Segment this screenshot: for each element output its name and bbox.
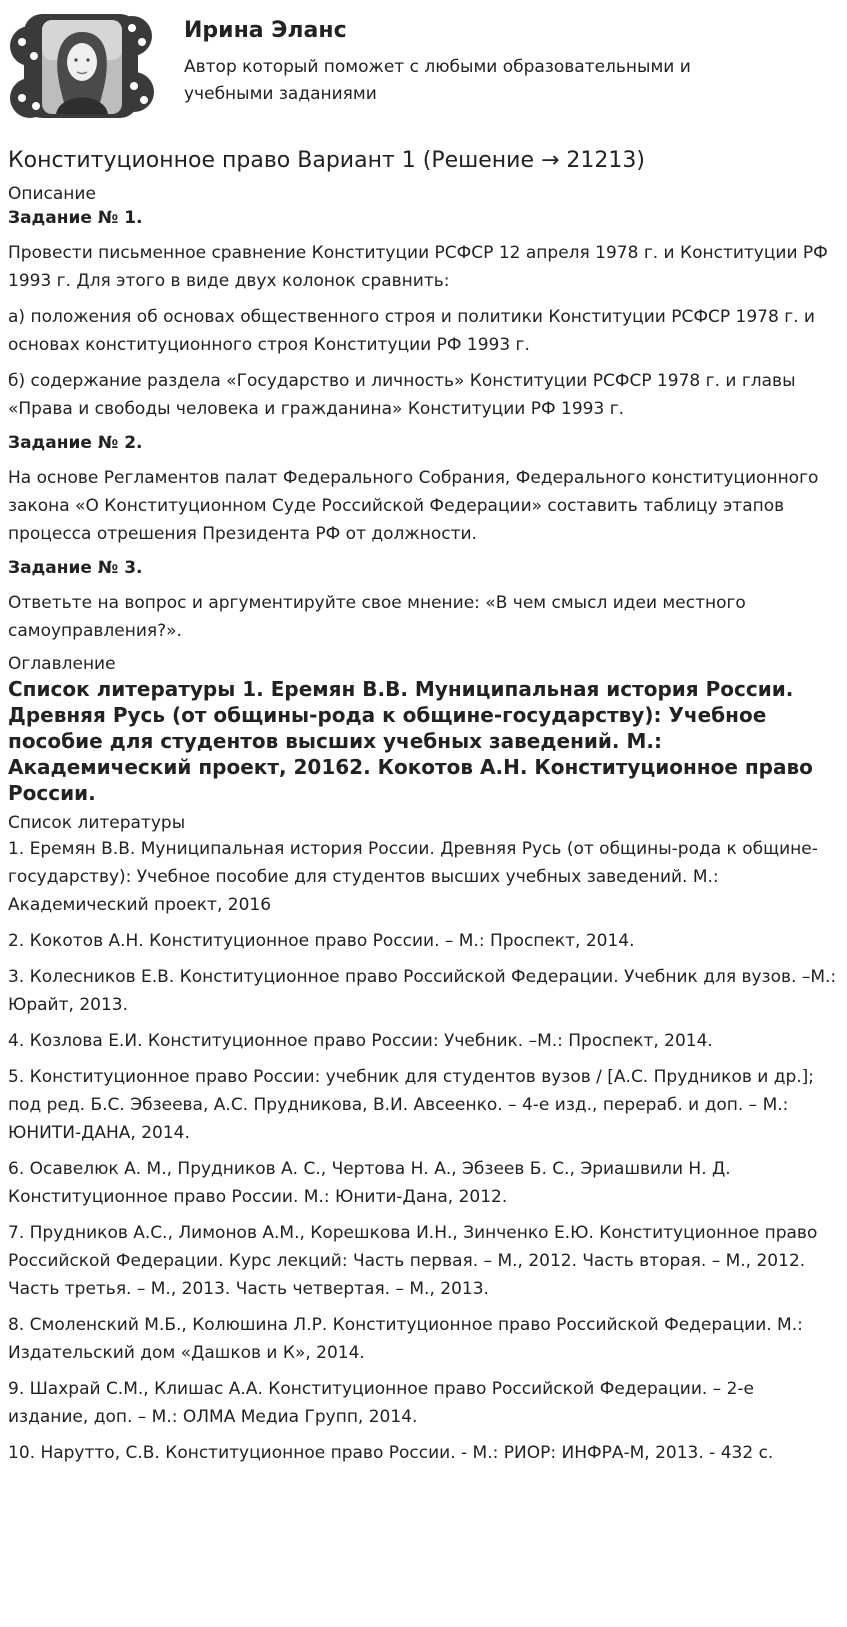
references-label: Список литературы: [8, 813, 186, 833]
main-content: [8, 183, 838, 1475]
reference-item: 5. Конституционное право России: учебник для студентов вузов / [А.С. Прудников и др.]; под ред. Б.С. Эбзеева, А.С. Прудникова, В.И. Авсеенко. – 4-е изд., перераб. и доп. – М.: ЮНИТИ-ДАНА, 2014.: [8, 1067, 815, 1143]
author-name: Ирина Эланс: [184, 18, 347, 43]
references-list: [8, 835, 838, 1467]
task-1-paragraph: Провести письменное сравнение Конституции РСФСР 12 апреля 1978 г. и Конституции РФ 1993 г. Для этого в виде двух колонок сравнить:: [8, 243, 828, 291]
task-2-heading: Задание № 2.: [8, 433, 143, 453]
toc-label: Оглавление: [8, 654, 116, 674]
author-avatar: [8, 6, 154, 126]
reference-item: 4. Козлова Е.И. Конституционное право России: Учебник. –М.: Проспект, 2014.: [8, 1031, 713, 1051]
task-3-paragraph: Ответьте на вопрос и аргументируйте свое мнение: «В чем смысл идеи местного самоуправления?».: [8, 593, 746, 641]
reference-item: 6. Осавелюк А. М., Прудников А. С., Чертова Н. А., Эбзеев Б. С., Эриашвили Н. Д. Конституционное право России. М.: Юнити-Дана, 2012.: [8, 1159, 731, 1207]
task-1-item-a: а) положения об основах общественного строя и политики Конституции РСФСР 1978 г. и основах конституционного строя Конституции РФ 1993 г.: [8, 307, 815, 355]
task-3-heading: Задание № 3.: [8, 558, 143, 578]
task-1-item-b: б) содержание раздела «Государство и личность» Конституции РСФСР 1978 г. и главы «Права и свободы человека и гражданина» Конституции РФ 1993 г.: [8, 371, 796, 419]
reference-item: 8. Смоленский М.Б., Колюшина Л.Р. Конституционное право Российской Федерации. М.: Издательский дом «Дашков и К», 2014.: [8, 1315, 803, 1363]
reference-item: 10. Нарутто, С.В. Конституционное право России. - М.: РИОР: ИНФРА-М, 2013. - 432 с.: [8, 1443, 774, 1463]
reference-item: 9. Шахрай С.М., Клишас А.А. Конституционное право Российской Федерации. – 2-е издание, доп. – М.: ОЛМА Медиа Групп, 2014.: [8, 1379, 754, 1427]
reference-item: 3. Колесников Е.В. Конституционное право Российской Федерации. Учебник для вузов. –М.: Юрайт, 2013.: [8, 967, 837, 1015]
toc-text: Список литературы 1. Еремян В.В. Муниципальная история России. Древняя Русь (от общины-рода к общине-государству): Учебное пособие для студентов высших учебных заведений. М.: Академический проект, 20162. Кокотов А.Н. Конституционное право России.: [8, 677, 813, 805]
reference-item: 2. Кокотов А.Н. Конституционное право России. – М.: Проспект, 2014.: [8, 931, 635, 951]
description-label: Описание: [8, 184, 96, 204]
author-description: Автор который поможет с любыми образовательными и учебными заданиями: [184, 57, 691, 104]
page-title: Конституционное право Вариант 1 (Решение → 21213): [8, 148, 646, 173]
author-card: [8, 6, 838, 126]
reference-item: 7. Прудников А.С., Лимонов А.М., Корешкова И.Н., Зинченко Е.Ю. Конституционное право Российской Федерации. Курс лекций: Часть первая. – М., 2012. Часть вторая. – М., 2012. Часть третья. – М., 2013. Часть четвертая. – М., 2013.: [8, 1223, 818, 1299]
task-1-heading: Задание № 1.: [8, 208, 143, 228]
reference-item: 1. Еремян В.В. Муниципальная история России. Древняя Русь (от общины-рода к общине-государству): Учебное пособие для студентов высших учебных заведений. М.: Академический проект, 2016: [8, 839, 818, 915]
task-2-paragraph: На основе Регламентов палат Федерального Собрания, Федерального конституционного закона «О Конституционном Суде Российской Федерации» составить таблицу этапов процесса отрешения Президента РФ от должности.: [8, 468, 819, 544]
